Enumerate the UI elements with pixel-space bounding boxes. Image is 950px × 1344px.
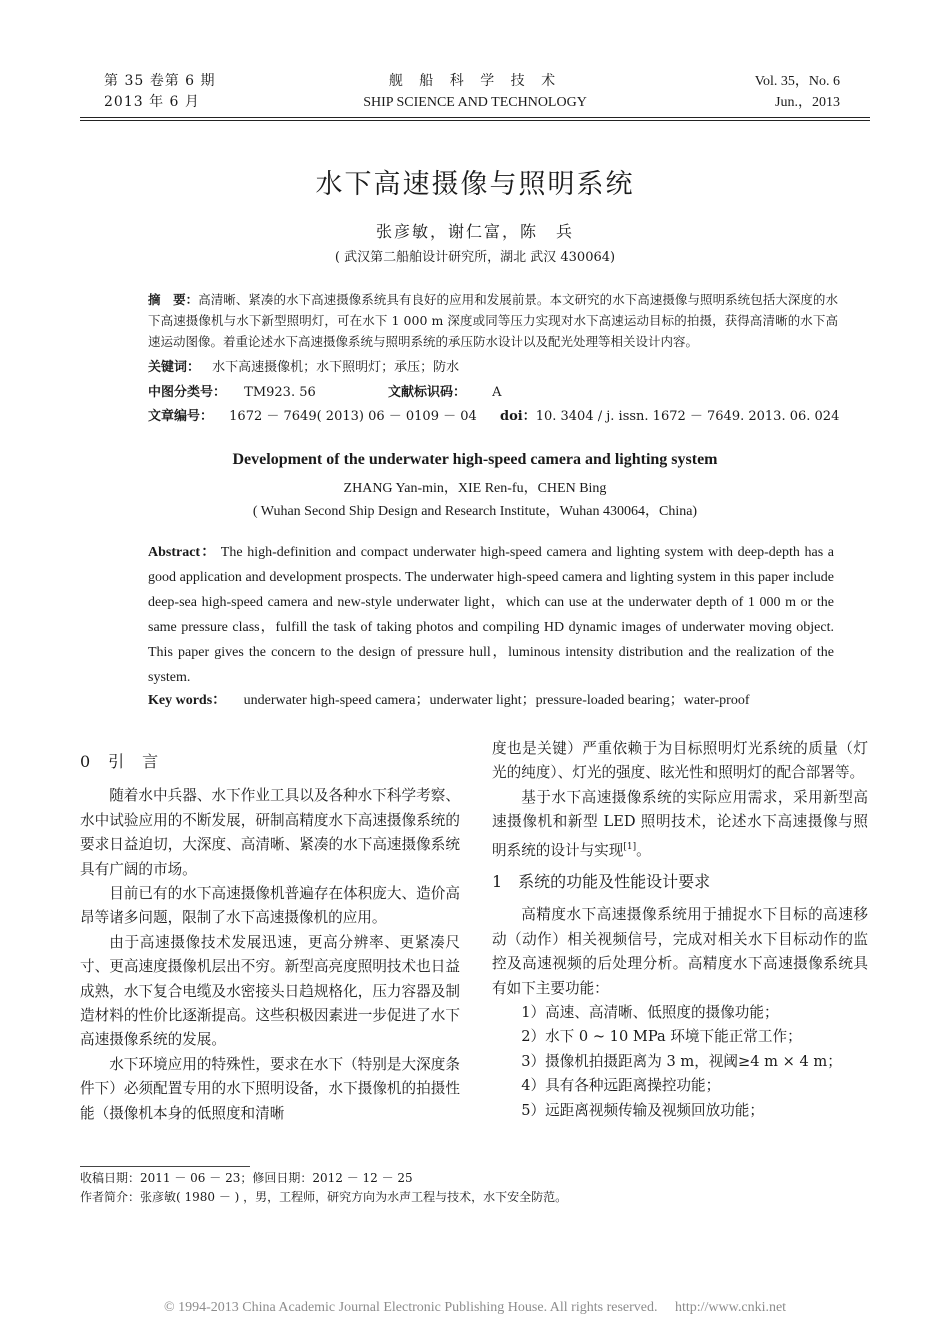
journal-name-cn: 舰 船 科 学 技 术 — [388, 73, 562, 89]
header-rule — [80, 117, 870, 121]
section-0-title: 0 引 言 — [80, 752, 160, 771]
article-id-row — [148, 406, 477, 428]
page-title: 水下高速摄像与照明系统 — [315, 169, 635, 200]
doc-code-value: A — [492, 385, 502, 400]
english-abstract-text: The high-definition and compact underwater high-speed camera and lighting system with deep-depth has a good application and development prospects. The underwater high-speed camera and lighting system in this paper include deep-sea high-speed camera and new-style underwater light，which can use at the underwater depth of 1 000 m or the same pressure class，fulfill the task of taking photos and compiling HD dynamic images of underwater moving object. This paper gives the concern to the design of pressure hull，luminous intensity distribution and the realization of the system. — [148, 545, 834, 685]
received-date: 收稿日期：2011 － 06 － 23；修回日期：2012 － 12 － 25 — [80, 1171, 413, 1185]
author-bio: 作者简介：张彦敏( 1980 － ) ，男，工程师，研究方向为水声工程与技术，水下安全防范。 — [80, 1190, 568, 1204]
clc-value: TM923. 56 — [244, 385, 316, 400]
issue-volume: 第 35 卷第 6 期 — [104, 73, 216, 89]
journal-name-en: SHIP SCIENCE AND TECHNOLOGY — [363, 95, 587, 110]
clc-row — [148, 382, 316, 404]
list-item: 2）水下 0 ~ 10 MPa 环境下能正常工作； — [521, 1028, 802, 1046]
list-item: 3）摄像机拍摄距离为 3 m，视阈≥4 m × 4 m； — [521, 1052, 842, 1070]
footnote-rule — [80, 1166, 250, 1167]
abstract-cn-label: 摘 要： — [148, 292, 199, 307]
english-keywords-text: underwater high-speed camera；underwater light；pressure-loaded bearing；water-proof — [243, 693, 750, 708]
section-1-title: 1 系统的功能及性能设计要求 — [492, 871, 711, 891]
english-keywords-label: Key words： — [148, 693, 227, 708]
english-abstract-label: Abstract： — [148, 545, 217, 560]
issue-date: 2013 年 6 月 — [104, 94, 200, 110]
paragraph-text: 基于水下高速摄像系统的实际应用需求，采用新型高速摄像机和新型 LED 照明技术，论述水下高速摄像与照明系统的设计与实现 — [492, 788, 868, 859]
paragraph: 由于高速摄像技术发展迅速，更高分辨率、更紧凑尺寸、更高速度摄像机层出不穷。新型高亮度照明技术也日益成熟，水下复合电缆及水密接头日趋规格化，压力容器及制造材料的性价比逐渐提高。这些积极因素进一步促进了水下高速摄像系统的发展。 — [80, 933, 460, 1049]
right-column — [492, 737, 868, 1123]
article-id-label: 文章编号： — [148, 409, 214, 424]
citation-ref: [1] — [623, 841, 637, 852]
copyright-watermark: © 1994-2013 China Academic Journal Electronic Publishing House. All rights reserved. http://www.cnki.net — [163, 1300, 787, 1315]
issue-info — [104, 71, 216, 113]
affiliation-cn: ( 武汉第二船舶设计研究所，湖北 武汉 430064) — [334, 250, 616, 265]
abstract-cn-text: 高清晰、紧凑的水下高速摄像系统具有良好的应用和发展前景。本文研究的水下高速摄像与照明系统包括大深度的水下高速摄像机与水下新型照明灯，可在水下 1 000 m 深度或同等压力实现对水下高速运动目标的拍摄，获得高清晰的水下高速运动图像。着重论述水下高速摄像系统与照明系统的承压防水设计以及配光处理等相关设计内容。 — [148, 292, 838, 349]
doc-code-label: 文献标识码： — [388, 385, 467, 400]
date-en: Jun.，2013 — [775, 95, 840, 110]
journal-name — [275, 71, 675, 113]
keywords-cn-text: 水下高速摄像机；水下照明灯；承压；防水 — [212, 360, 460, 375]
doi-row — [500, 406, 839, 428]
english-keywords — [148, 689, 750, 709]
doi-label: doi： — [500, 409, 536, 424]
list-item: 5）远距离视频传输及视频回放功能； — [521, 1101, 764, 1119]
english-affiliation: ( Wuhan Second Ship Design and Research Institute，Wuhan 430064，China) — [252, 504, 698, 519]
doi-value: 10. 3404 / j. issn. 1672 － 7649. 2013. 06. 024 — [535, 409, 840, 424]
paragraph: 目前已有的水下高速摄像机普遍存在体积庞大、造价高昂等诸多问题，限制了水下高速摄像机的应用。 — [80, 885, 460, 927]
paragraph: 水下环境应用的特殊性，要求在水下（特别是大深度条件下）必须配置专用的水下照明设备，水下摄像机的拍摄性能（摄像机本身的低照度和清晰 — [80, 1055, 460, 1122]
abstract-cn — [148, 289, 838, 352]
paragraph — [492, 786, 868, 863]
list-item: 4）具有各种远距离操控功能； — [521, 1077, 721, 1095]
authors-cn: 张彦敏，谢仁富，陈 兵 — [375, 222, 574, 241]
left-column — [80, 750, 460, 1126]
keywords-cn-label: 关键词： — [148, 360, 201, 375]
clc-label: 中图分类号： — [148, 385, 227, 400]
volume-en: Vol. 35，No. 6 — [754, 74, 840, 89]
paragraph-continued: 度也是关键）严重依赖于为目标照明灯光系统的质量（灯光的纯度）、灯光的强度、眩光性和照明灯的配合部署等。 — [492, 740, 868, 782]
list-item: 1）高速、高清晰、低照度的摄像功能； — [521, 1003, 779, 1021]
english-abstract — [148, 540, 834, 690]
issue-info-en — [755, 71, 840, 113]
keywords-cn — [148, 357, 459, 379]
english-title: Development of the underwater high-speed camera and lighting system — [232, 451, 718, 468]
doc-code — [388, 382, 502, 404]
paragraph: 高精度水下高速摄像系统用于捕捉水下目标的高速移动（动作）相关视频信号，完成对相关水下目标动作的监控及高速视频的后处理分析。高精度水下高速摄像系统具有如下主要功能： — [492, 906, 868, 997]
english-authors: ZHANG Yan-min，XIE Ren-fu，CHEN Bing — [343, 481, 607, 496]
paragraph: 随着水中兵器、水下作业工具以及各种水下科学考察、水中试验应用的不断发展，研制高精度水下高速摄像系统的要求日益迫切，大深度、高清晰、紧凑的水下高速摄像系统具有广阔的市场。 — [80, 787, 460, 878]
article-id-value: 1672 － 7649( 2013) 06 － 0109 － 04 — [229, 409, 477, 424]
paragraph-end: 。 — [636, 841, 651, 859]
